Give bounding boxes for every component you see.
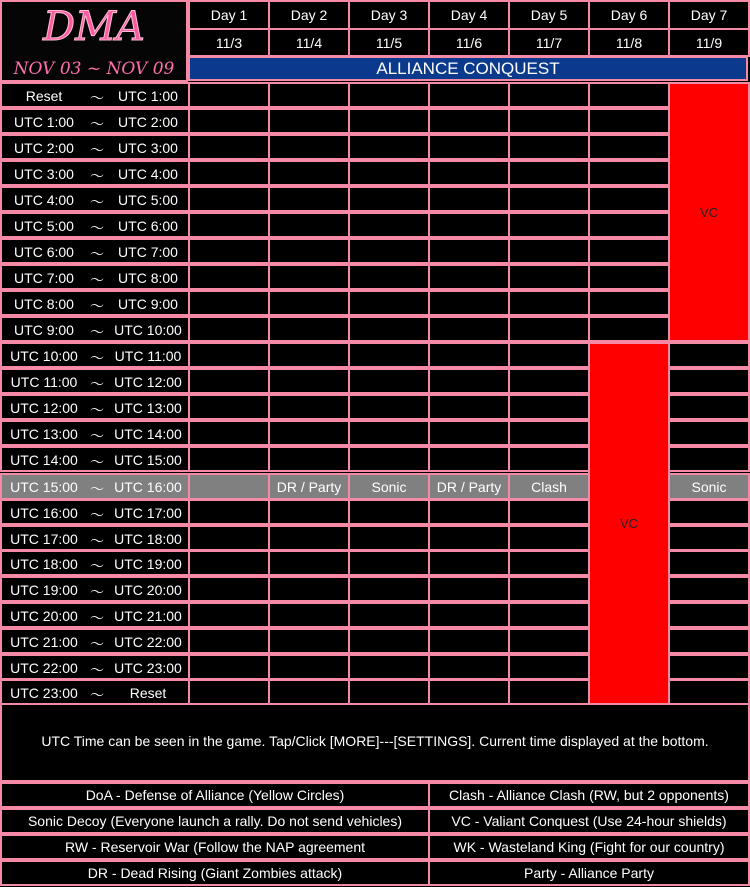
schedule-cell xyxy=(508,576,590,602)
slot-start: UTC 5:00 xyxy=(14,218,74,234)
slot-end: UTC 7:00 xyxy=(118,244,178,260)
schedule-cell xyxy=(188,160,270,186)
slot-start: UTC 2:00 xyxy=(14,140,74,156)
schedule-cell xyxy=(508,342,590,368)
info-note: UTC Time can be seen in the game. Tap/Click [MORE]---[SETTINGS]. Current time displayed at the bottom. xyxy=(0,702,750,782)
schedule-cell xyxy=(588,290,670,316)
slot-end: UTC 23:00 xyxy=(114,660,182,676)
slot-start: UTC 6:00 xyxy=(14,244,74,260)
schedule-cell xyxy=(508,654,590,680)
schedule-cell xyxy=(188,576,270,602)
schedule-cell xyxy=(428,82,510,108)
logo-title: DMA xyxy=(43,4,145,50)
legend-item: Clash - Alliance Clash (RW, but 2 opponents) xyxy=(428,782,750,808)
day-date: 11/5 xyxy=(348,28,430,57)
day-header: Day 6 xyxy=(588,0,670,30)
slot-separator: 〜 xyxy=(90,454,104,470)
schedule-cell xyxy=(428,316,510,342)
schedule-cell xyxy=(508,499,590,525)
slot-start: UTC 23:00 xyxy=(10,685,78,701)
schedule-cell xyxy=(428,499,510,525)
schedule-cell xyxy=(268,290,350,316)
slot-start: Reset xyxy=(25,88,63,104)
schedule-cell xyxy=(268,238,350,264)
schedule-cell xyxy=(188,108,270,134)
slot-start: UTC 13:00 xyxy=(10,426,78,442)
legend-item: DoA - Defense of Alliance (Yellow Circles) xyxy=(0,782,430,808)
slot-start: UTC 8:00 xyxy=(14,296,74,312)
time-slot-label xyxy=(0,602,190,628)
slot-separator: 〜 xyxy=(90,220,104,236)
schedule-cell xyxy=(348,342,430,368)
schedule-cell xyxy=(348,290,430,316)
schedule-cell xyxy=(268,602,350,628)
schedule-cell xyxy=(348,550,430,576)
schedule-cell xyxy=(428,134,510,160)
slot-separator: 〜 xyxy=(90,90,104,106)
schedule-cell xyxy=(188,368,270,394)
slot-separator: 〜 xyxy=(90,194,104,210)
time-slot-label xyxy=(0,290,190,316)
schedule-cell xyxy=(508,82,590,108)
schedule-cell xyxy=(348,525,430,551)
schedule-cell xyxy=(668,550,750,576)
schedule-cell xyxy=(188,394,270,420)
time-slot-label xyxy=(0,212,190,238)
slot-start: UTC 3:00 xyxy=(14,166,74,182)
schedule-cell xyxy=(508,550,590,576)
time-slot-label xyxy=(0,394,190,420)
schedule-cell xyxy=(268,316,350,342)
schedule-cell xyxy=(268,368,350,394)
schedule-cell xyxy=(428,342,510,368)
time-slot-label xyxy=(0,186,190,212)
schedule-cell xyxy=(508,368,590,394)
schedule-cell xyxy=(268,134,350,160)
schedule-cell xyxy=(668,654,750,680)
day-header: Day 3 xyxy=(348,0,430,30)
slot-end: UTC 20:00 xyxy=(114,582,182,598)
schedule-cell xyxy=(268,654,350,680)
slot-separator: 〜 xyxy=(90,402,104,418)
legend-item: Party - Alliance Party xyxy=(428,860,750,886)
slot-end: UTC 14:00 xyxy=(114,426,182,442)
day-date: 11/4 xyxy=(268,28,350,57)
day-date: 11/7 xyxy=(508,28,590,57)
day-header: Day 4 xyxy=(428,0,510,30)
slot-end: UTC 1:00 xyxy=(118,88,178,104)
schedule-cell xyxy=(668,368,750,394)
slot-start: UTC 9:00 xyxy=(14,322,74,338)
schedule-cell xyxy=(508,134,590,160)
schedule-cell xyxy=(188,290,270,316)
schedule-cell xyxy=(348,160,430,186)
schedule-cell xyxy=(508,238,590,264)
slot-separator: 〜 xyxy=(90,584,104,600)
day-header: Day 1 xyxy=(188,0,270,30)
slot-end: UTC 4:00 xyxy=(118,166,178,182)
slot-separator: 〜 xyxy=(90,533,104,549)
slot-separator: 〜 xyxy=(90,610,104,626)
slot-end: UTC 22:00 xyxy=(114,634,182,650)
schedule-cell xyxy=(428,108,510,134)
schedule-cell xyxy=(348,576,430,602)
slot-start: UTC 21:00 xyxy=(10,634,78,650)
schedule-cell xyxy=(508,525,590,551)
schedule-cell xyxy=(348,368,430,394)
schedule-cell xyxy=(188,525,270,551)
slot-separator: 〜 xyxy=(90,272,104,288)
legend-item: DR - Dead Rising (Giant Zombies attack) xyxy=(0,860,430,886)
slot-start: UTC 4:00 xyxy=(14,192,74,208)
schedule-cell xyxy=(428,654,510,680)
schedule-cell xyxy=(348,394,430,420)
schedule-cell xyxy=(428,628,510,654)
schedule-cell xyxy=(668,342,750,368)
slot-start: UTC 10:00 xyxy=(10,348,78,364)
schedule-cell xyxy=(188,420,270,446)
schedule-cell xyxy=(508,108,590,134)
day-header: Day 7 xyxy=(668,0,750,30)
schedule-cell xyxy=(268,160,350,186)
time-slot-label xyxy=(0,342,190,368)
day-date: 11/9 xyxy=(668,28,750,57)
schedule-cell xyxy=(588,264,670,290)
day-date: 11/6 xyxy=(428,28,510,57)
time-slot-label xyxy=(0,654,190,680)
schedule-cell xyxy=(588,82,670,108)
schedule-cell xyxy=(668,420,750,446)
schedule-cell xyxy=(268,576,350,602)
schedule-cell xyxy=(588,108,670,134)
schedule-cell xyxy=(348,108,430,134)
schedule-cell xyxy=(268,264,350,290)
schedule-cell xyxy=(188,654,270,680)
schedule-cell xyxy=(268,212,350,238)
slot-separator: 〜 xyxy=(90,376,104,392)
schedule-cell xyxy=(188,186,270,212)
slot-end: UTC 18:00 xyxy=(114,531,182,547)
schedule-cell xyxy=(668,394,750,420)
schedule-cell xyxy=(348,134,430,160)
schedule-cell xyxy=(268,550,350,576)
slot-start: UTC 18:00 xyxy=(10,556,78,572)
schedule-cell: DR / Party xyxy=(428,473,510,500)
time-slot-label xyxy=(0,499,190,525)
schedule-cell xyxy=(428,446,510,472)
slot-separator: 〜 xyxy=(90,246,104,262)
slot-end: UTC 6:00 xyxy=(118,218,178,234)
slot-separator: 〜 xyxy=(90,298,104,314)
schedule-cell xyxy=(668,525,750,551)
vc-event-block: VC xyxy=(668,82,750,342)
schedule-cell xyxy=(268,420,350,446)
time-slot-label xyxy=(0,446,190,472)
schedule-cell xyxy=(588,316,670,342)
schedule-cell xyxy=(508,420,590,446)
slot-end: UTC 17:00 xyxy=(114,505,182,521)
schedule-cell xyxy=(188,82,270,108)
day-header: Day 5 xyxy=(508,0,590,30)
slot-start: UTC 7:00 xyxy=(14,270,74,286)
schedule-cell xyxy=(668,576,750,602)
day-header: Day 2 xyxy=(268,0,350,30)
slot-start: UTC 15:00 xyxy=(10,479,78,495)
schedule-cell: Clash xyxy=(508,473,590,500)
slot-end: UTC 12:00 xyxy=(114,374,182,390)
schedule-cell xyxy=(348,238,430,264)
slot-separator: 〜 xyxy=(90,116,104,132)
schedule-cell xyxy=(348,264,430,290)
schedule-cell xyxy=(428,238,510,264)
slot-separator: 〜 xyxy=(90,428,104,444)
schedule-cell xyxy=(668,499,750,525)
slot-start: UTC 11:00 xyxy=(10,374,78,390)
time-slot-label xyxy=(0,82,190,108)
schedule-cell xyxy=(668,446,750,472)
slot-separator: 〜 xyxy=(90,507,104,523)
schedule-cell xyxy=(428,394,510,420)
slot-end: UTC 11:00 xyxy=(114,348,182,364)
schedule-cell xyxy=(188,602,270,628)
time-slot-label xyxy=(0,316,190,342)
schedule-cell xyxy=(268,499,350,525)
schedule-cell xyxy=(188,238,270,264)
slot-end: UTC 2:00 xyxy=(118,114,178,130)
schedule-cell xyxy=(188,473,270,500)
slot-end: UTC 3:00 xyxy=(118,140,178,156)
schedule-cell xyxy=(588,212,670,238)
schedule-cell xyxy=(348,602,430,628)
schedule-cell xyxy=(348,186,430,212)
legend-item: WK - Wasteland King (Fight for our country) xyxy=(428,834,750,860)
schedule-cell xyxy=(508,264,590,290)
schedule-cell xyxy=(428,160,510,186)
time-slot-label xyxy=(0,628,190,654)
slot-start: UTC 22:00 xyxy=(10,660,78,676)
schedule-cell xyxy=(428,264,510,290)
time-slot-label xyxy=(0,368,190,394)
schedule-cell xyxy=(188,264,270,290)
day-date: 11/3 xyxy=(188,28,270,57)
schedule-cell xyxy=(428,368,510,394)
schedule-cell xyxy=(428,602,510,628)
schedule-cell xyxy=(268,342,350,368)
time-slot-label xyxy=(0,264,190,290)
schedule-cell xyxy=(188,499,270,525)
time-slot-label xyxy=(0,420,190,446)
logo xyxy=(0,0,188,82)
schedule-cell xyxy=(508,160,590,186)
logo-art xyxy=(2,2,186,80)
legend-item: Sonic Decoy (Everyone launch a rally. Do not send vehicles) xyxy=(0,808,430,834)
schedule-cell xyxy=(428,525,510,551)
time-slot-label xyxy=(0,238,190,264)
schedule-cell xyxy=(428,186,510,212)
banner: ALLIANCE CONQUEST xyxy=(188,56,748,81)
schedule-cell xyxy=(348,420,430,446)
slot-start: UTC 17:00 xyxy=(10,531,78,547)
schedule-cell xyxy=(588,134,670,160)
slot-end: UTC 15:00 xyxy=(114,452,182,468)
schedule-cell xyxy=(508,602,590,628)
schedule-cell xyxy=(588,186,670,212)
schedule-cell xyxy=(508,446,590,472)
time-slot-label xyxy=(0,160,190,186)
logo-subtitle: NOV 03 ~ NOV 09 xyxy=(13,59,175,79)
schedule-cell xyxy=(588,160,670,186)
schedule-cell xyxy=(428,576,510,602)
schedule-cell xyxy=(268,525,350,551)
slot-end: UTC 16:00 xyxy=(114,479,182,495)
slot-end: UTC 19:00 xyxy=(114,556,182,572)
schedule-cell xyxy=(508,186,590,212)
schedule-cell xyxy=(348,212,430,238)
slot-start: UTC 16:00 xyxy=(10,505,78,521)
schedule-cell xyxy=(348,499,430,525)
schedule-cell xyxy=(428,290,510,316)
slot-end: UTC 13:00 xyxy=(114,400,182,416)
schedule-cell: Sonic xyxy=(348,473,430,500)
schedule-cell xyxy=(268,186,350,212)
vc-event-block: VC xyxy=(588,342,670,705)
slot-end: UTC 10:00 xyxy=(114,322,182,338)
schedule-cell xyxy=(268,628,350,654)
schedule-cell xyxy=(268,446,350,472)
slot-separator: 〜 xyxy=(90,168,104,184)
schedule-cell xyxy=(428,550,510,576)
slot-end: UTC 9:00 xyxy=(118,296,178,312)
schedule-cell xyxy=(348,316,430,342)
schedule-cell xyxy=(508,628,590,654)
schedule-cell xyxy=(188,342,270,368)
schedule-cell xyxy=(348,82,430,108)
slot-start: UTC 20:00 xyxy=(10,608,78,624)
slot-start: UTC 12:00 xyxy=(10,400,78,416)
slot-separator: 〜 xyxy=(90,558,104,574)
slot-start: UTC 14:00 xyxy=(10,452,78,468)
slot-end: UTC 5:00 xyxy=(118,192,178,208)
slot-start: UTC 19:00 xyxy=(10,582,78,598)
slot-separator: 〜 xyxy=(90,687,104,703)
time-slot-label xyxy=(0,134,190,160)
time-slot-label xyxy=(0,473,190,500)
slot-separator: 〜 xyxy=(90,662,104,678)
slot-end: UTC 8:00 xyxy=(118,270,178,286)
schedule-cell xyxy=(188,134,270,160)
schedule-cell xyxy=(188,212,270,238)
schedule-cell xyxy=(268,82,350,108)
schedule-cell xyxy=(348,628,430,654)
schedule-cell xyxy=(508,212,590,238)
time-slot-label xyxy=(0,576,190,602)
slot-start: UTC 1:00 xyxy=(14,114,74,130)
schedule-cell xyxy=(188,628,270,654)
slot-separator: 〜 xyxy=(90,350,104,366)
schedule-cell xyxy=(348,654,430,680)
schedule-cell xyxy=(188,316,270,342)
schedule-cell xyxy=(508,290,590,316)
slot-separator: 〜 xyxy=(90,481,104,497)
slot-separator: 〜 xyxy=(90,142,104,158)
slot-end: UTC 21:00 xyxy=(114,608,182,624)
schedule-cell xyxy=(428,212,510,238)
schedule-cell xyxy=(428,420,510,446)
time-slot-label xyxy=(0,108,190,134)
schedule-cell xyxy=(188,446,270,472)
schedule-cell xyxy=(268,108,350,134)
time-slot-label xyxy=(0,550,190,576)
legend-item: RW - Reservoir War (Follow the NAP agreement xyxy=(0,834,430,860)
schedule-cell: DR / Party xyxy=(268,473,350,500)
schedule-cell xyxy=(348,446,430,472)
slot-end: Reset xyxy=(129,685,167,701)
slot-separator: 〜 xyxy=(90,636,104,652)
schedule-cell xyxy=(268,394,350,420)
schedule-cell xyxy=(188,550,270,576)
schedule-cell xyxy=(588,238,670,264)
slot-separator: 〜 xyxy=(90,324,104,340)
time-slot-label xyxy=(0,525,190,551)
schedule-cell xyxy=(668,602,750,628)
schedule-cell xyxy=(668,628,750,654)
legend-item: VC - Valiant Conquest (Use 24-hour shields) xyxy=(428,808,750,834)
schedule-cell xyxy=(508,394,590,420)
schedule-cell: Sonic xyxy=(668,473,750,500)
day-date: 11/8 xyxy=(588,28,670,57)
schedule-cell xyxy=(508,316,590,342)
